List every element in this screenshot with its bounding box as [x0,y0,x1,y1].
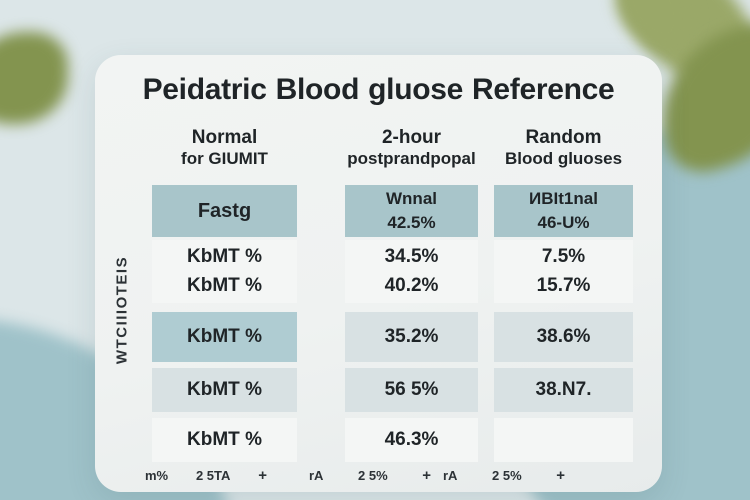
band-cell-fasting [152,185,297,237]
table-cell: 38.6% [494,312,633,362]
plus-icon: + [556,467,565,484]
footer-value: 2 5% [492,468,522,483]
footer-group [145,467,267,484]
footer-value: 2 5TA [195,468,231,483]
footer-group [309,467,431,484]
footer-label: rA [443,468,458,483]
cell-value: KbMT % [187,274,262,296]
band-label: Wnnal [386,189,437,209]
cell-value: 15.7% [536,274,591,296]
column-header-normal [152,127,297,169]
band-cell-random [494,185,633,237]
table-cell-block [152,240,297,303]
footer-label: rA [309,468,324,483]
band-value: 46-U% [537,213,590,232]
plus-icon: + [422,467,431,484]
cell-value: 40.2% [384,274,439,296]
reference-card [95,55,662,492]
column-header-line1: Random [525,127,602,148]
table-cell-block [345,240,478,303]
band-value: 42.5% [387,213,436,232]
cell-value: 34.5% [384,246,439,268]
table-cell: 46.3% [345,418,478,462]
cell-value: 7.5% [541,246,586,268]
column-header-random [494,127,633,169]
column-header-line2: for GIUMIT [181,149,268,169]
page-title: Peidatric Blood gluose Reference [142,73,615,106]
column-header-line2: postprandpopal [347,149,476,169]
table-cell: 35.2% [345,312,478,362]
column-header-line1: Normal [191,127,258,148]
table-cell: KbMT % [152,368,297,412]
band-label: ИBIt1nal [529,189,598,209]
vertical-side-label: WTCIIIOTEIS [113,255,131,365]
leaf-icon [0,32,68,124]
table-cell: 38.N7. [494,368,633,412]
cell-value: KbMT % [187,246,262,268]
band-label: Fastg [197,200,252,222]
table-cell-block [494,240,633,303]
table-cell: KbMT % [152,312,297,362]
footer-value: 2 5% [358,468,388,483]
table-cell: KbMT % [152,418,297,462]
footer-group [443,467,565,484]
table-cell: 56 5% [345,368,478,412]
footer-label: m% [145,468,169,483]
column-header-line2: Blood gluoses [504,149,623,169]
band-cell-postprandial [345,185,478,237]
table-cell [494,418,633,462]
column-header-line1: 2-hour [381,127,442,148]
plus-icon: + [258,467,267,484]
column-header-postprandial [345,127,478,169]
